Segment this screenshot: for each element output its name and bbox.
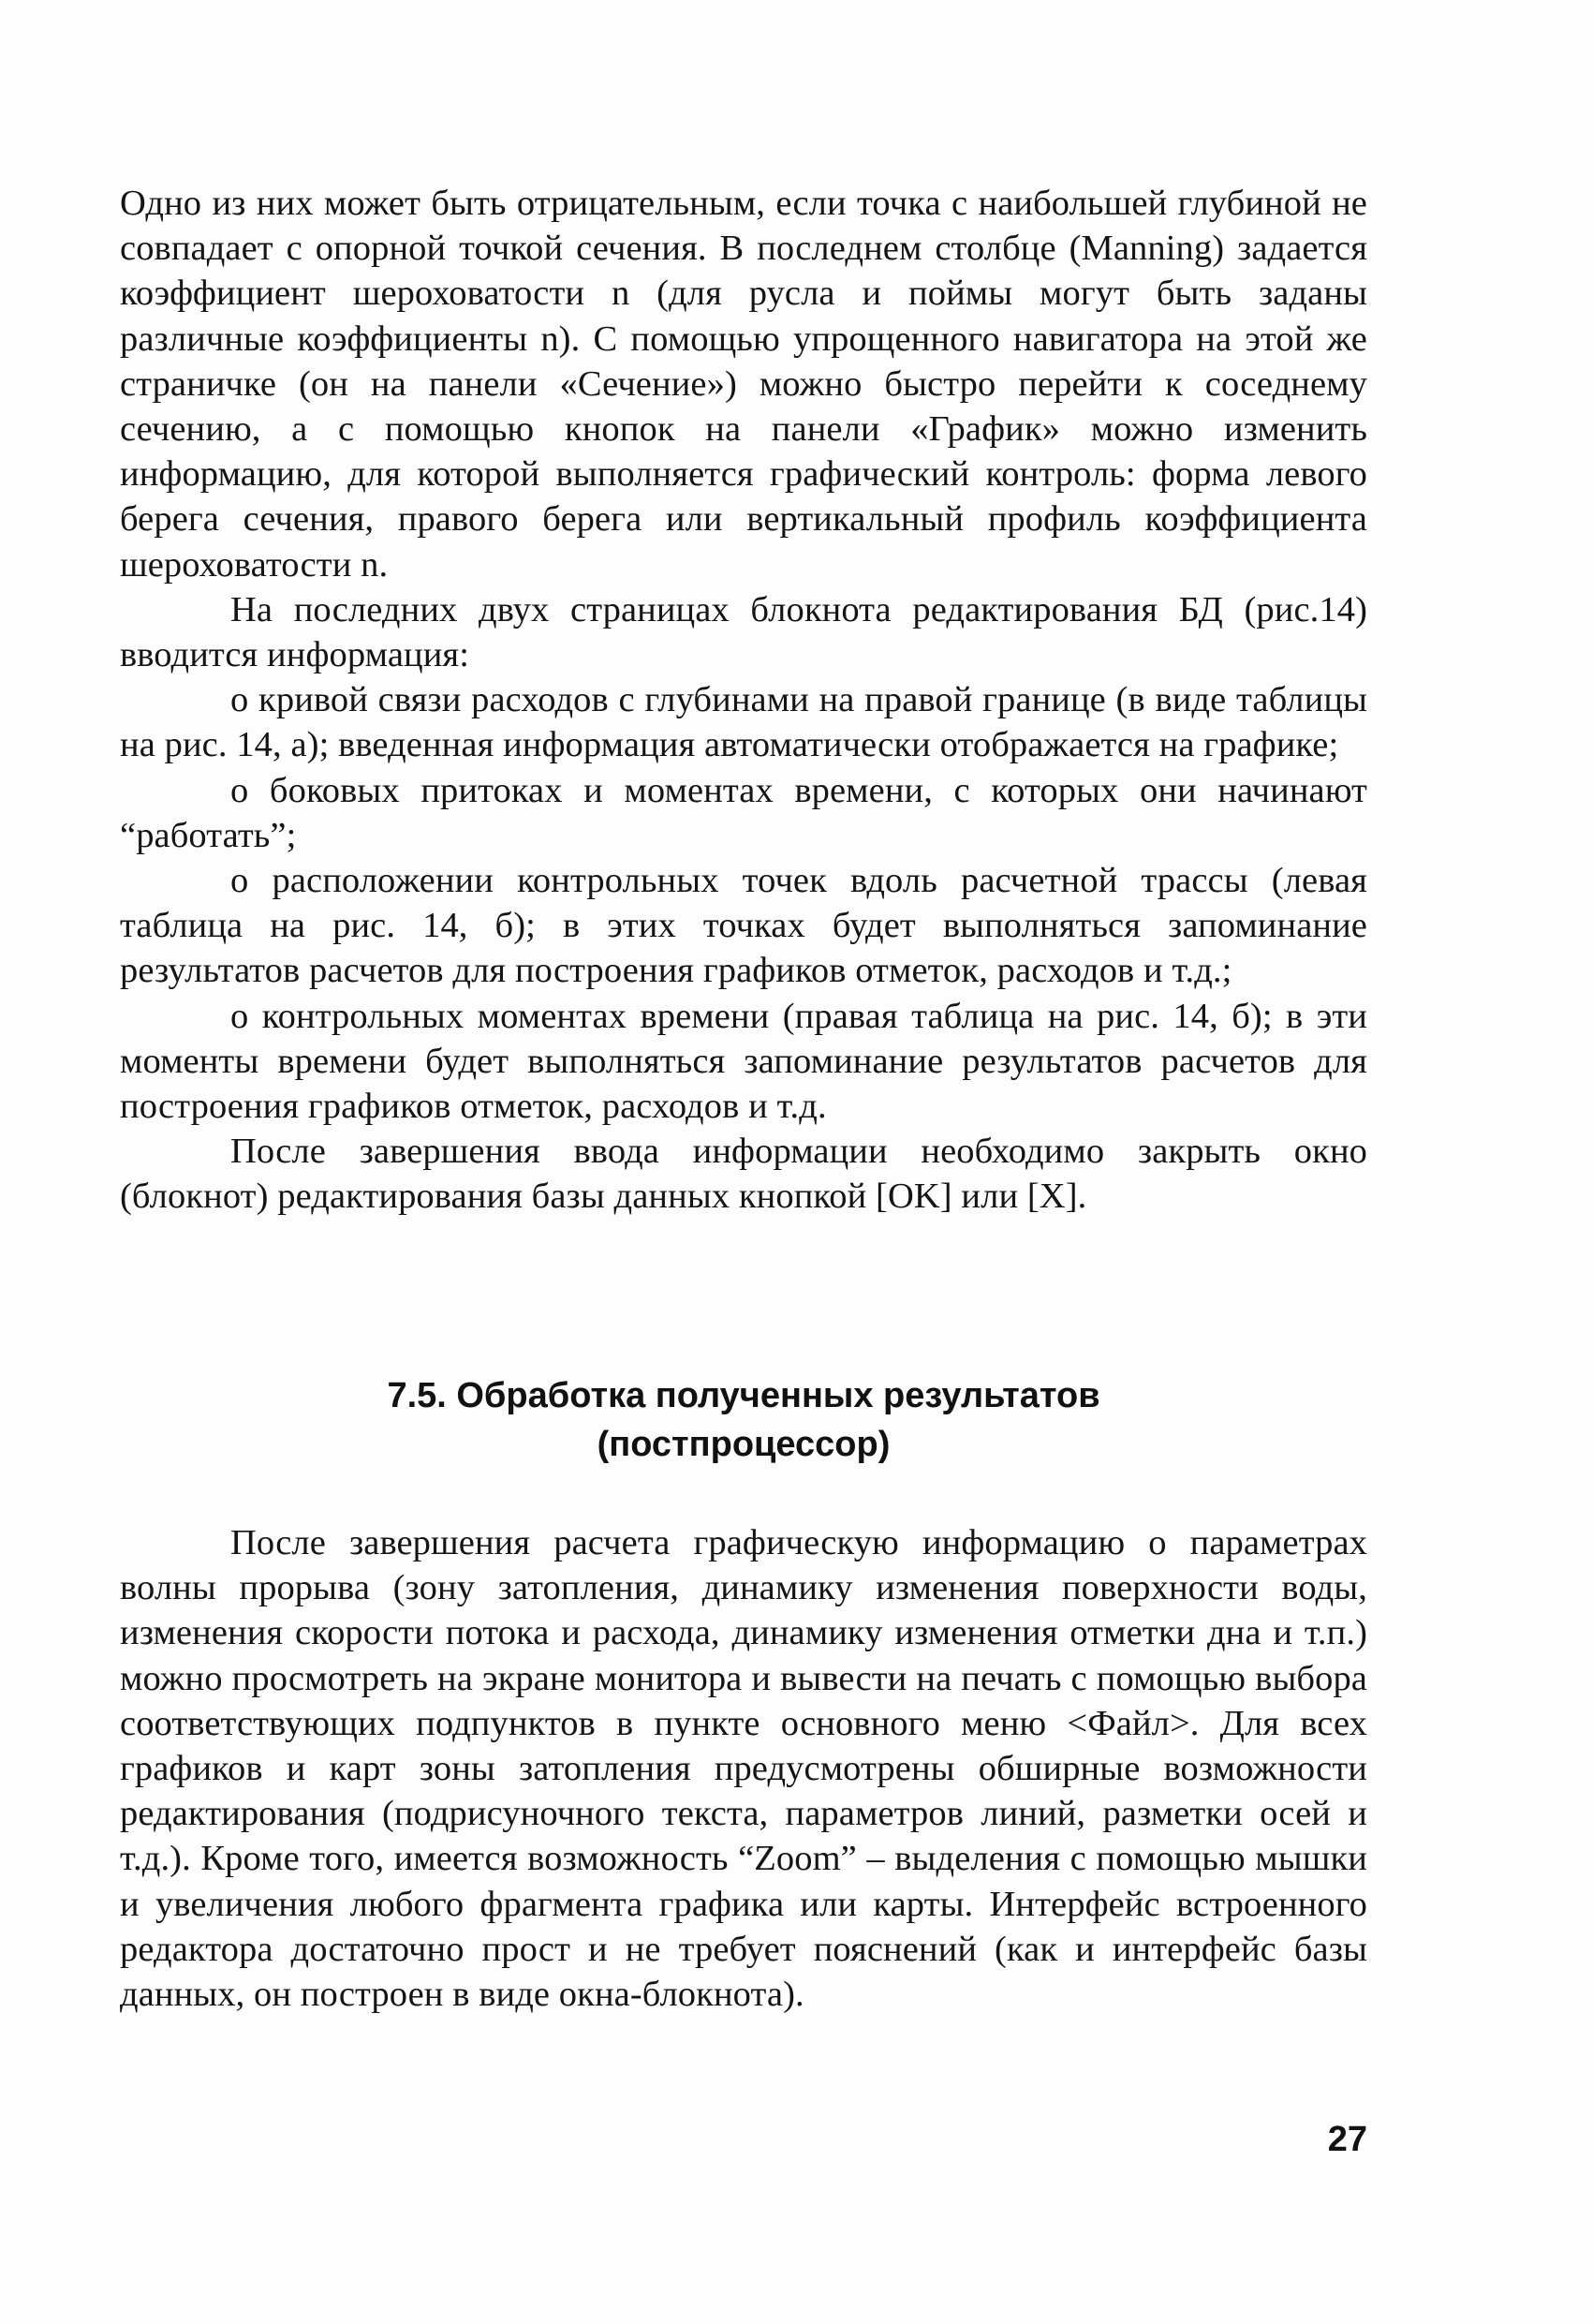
paragraph: о кривой связи расходов с глубинами на правой границе (в виде таблицы на рис. 14, а); введенная информация автоматически отображается на графике; (120, 680, 1367, 765)
paragraph: о боковых притоках и моментах времени, с которых они начинают “работать”; (120, 770, 1367, 855)
paragraph: о контрольных моментах времени (правая таблица на рис. 14, б); в эти моменты времени будет выполняться запоминание результатов расчетов для построения графиков отметок, расходов и т.д. (120, 996, 1367, 1127)
paragraph: Одно из них может быть отрицательным, если точка с наибольшей глубиной не совпадает с опорной точкой сечения. В последнем столбце (Manning) задается коэффициент шероховатости n (для русла и поймы могут быть заданы различные коэффициенты n). С помощью упрощенного навигатора на этой же страничке (он на панели «Сечение») можно быстро перейти к соседнему сечению, а с помощью кнопок на панели «График» можно изменить информацию, для которой выполняется графический контроль: форма левого берега сечения, правого берега или вертикальный профиль коэффициента шероховатости n. (120, 184, 1367, 585)
paragraph: После завершения ввода информации необходимо закрыть окно (блокнот) редактирования базы данных кнопкой [OK] или [X]. (120, 1132, 1367, 1217)
paragraph: о расположении контрольных точек вдоль расчетной трассы (левая таблица на рис. 14, б); в этих точках будет выполняться запоминание результатов расчетов для построения графиков отметок, расходов и т.д.; (120, 861, 1367, 991)
section-heading-line-1: 7.5. Обработка полученных результатов (387, 1376, 1100, 1415)
body-text-bottom (120, 1520, 1367, 2017)
section-heading-line-2: (постпроцессор) (597, 1425, 891, 1464)
paragraph: На последних двух страницах блокнота редактирования БД (рис.14) вводится информация: (120, 589, 1367, 675)
section-heading (120, 1371, 1367, 1469)
body-text-top (120, 181, 1367, 1220)
page-number: 27 (1327, 2120, 1367, 2159)
paragraph: После завершения расчета графическую информацию о параметрах волны прорыва (зону затопления, динамику изменения поверхности воды, изменения скорости потока и расхода, динамику изменения отметки дна и т.п.) можно просмотреть на экране монитора и вывести на печать с помощью выбора соответствующих подпунктов в пункте основного меню <Файл>. Для всех графиков и карт зоны затопления предусмотрены обширные возможности редактирования (подрисуночного текста, параметров линий, разметки осей и т.д.). Кроме того, имеется возможность “Zoom” – выделения с помощью мышки и увеличения любого фрагмента графика или карты. Интерфейс встроенного редактора достаточно прост и не требует пояснений (как и интерфейс базы данных, он построен в виде окна-блокнота). (120, 1523, 1367, 2015)
